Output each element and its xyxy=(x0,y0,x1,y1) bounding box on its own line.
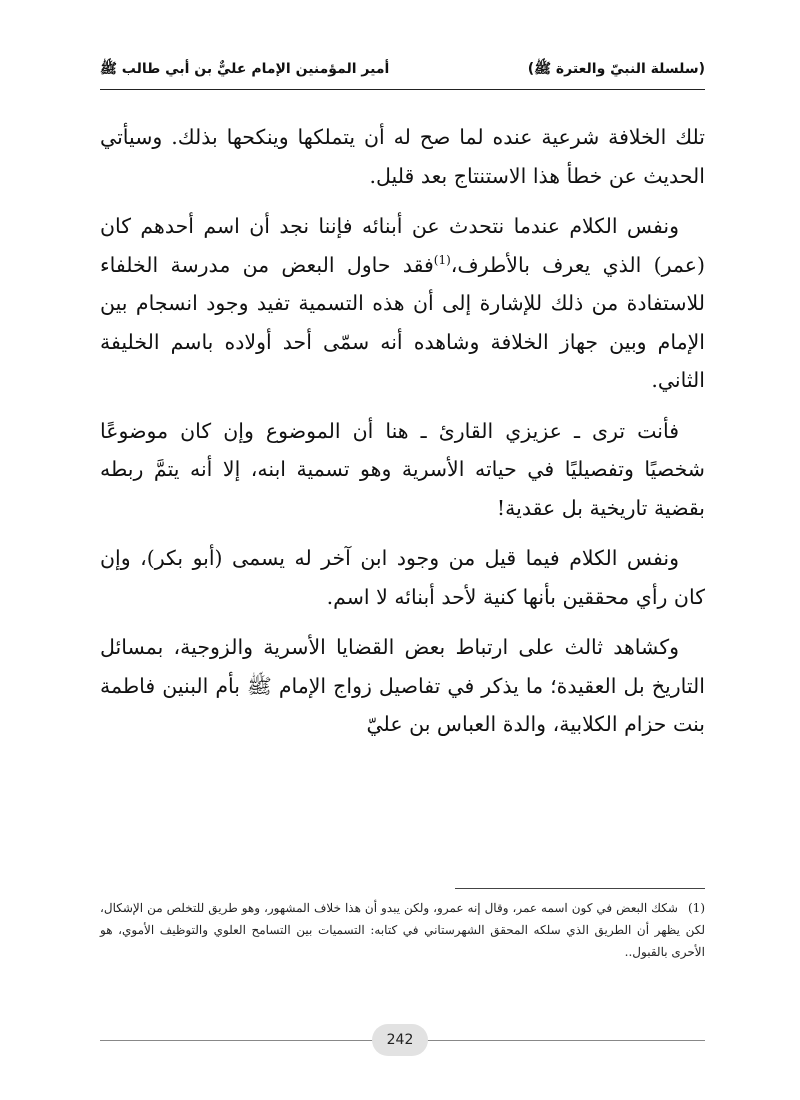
footnote-text: شكك البعض في كون اسمه عمر، وقال إنه عمرو، ولكن يبدو أن هذا خلاف المشهور، وهو طريق للتخلص من الإشكال، لكن يظهر أن الطريق الذي سلكه المحقق الشهرستاني في كتابه: التسميات بين التسامح العلوي والتوظيف الأموي، هو الأحرى بالقبول.. xyxy=(100,901,705,959)
paragraph xyxy=(100,207,705,400)
paragraph: ونفس الكلام فيما قيل من وجود ابن آخر له يسمى (أبو بكر)، وإن كان رأي محققين بأنها كنية لأحد أبنائه لا اسم. xyxy=(100,546,705,609)
paragraph: وكشاهد ثالث على ارتباط بعض القضايا الأسرية والزوجية، بمسائل التاريخ بل العقيدة؛ ما يذكر في تفاصيل زواج الإمام ﷺ بأم البنين فاطمة بنت حزام الكلابية، والدة العباس بن عليّ xyxy=(100,635,705,736)
header-divider xyxy=(100,89,705,90)
paragraph-text: فقد حاول البعض من مدرسة الخلفاء للاستفادة من ذلك للإشارة إلى أن هذه التسمية تفيد وجود انسجام بين الإمام وبين جهاز الخلافة وشاهده أنه سمّى أحد أولاده باسم الخليفة الثاني. xyxy=(100,252,705,392)
footnote-divider xyxy=(455,888,705,889)
paragraph: فأنت ترى ـ عزيزي القارئ ـ هنا أن الموضوع وإن كان موضوعًا شخصيًا وتفصيليًا في حياته الأسرية وهو تسمية ابنه، إلا أنه يتمَّ ربطه بقضية تاريخية بل عقدية! xyxy=(100,418,705,520)
paragraph: تلك الخلافة شرعية عنده لما صح له أن يتملكها وينكحها بذلك. وسيأتي الحديث عن خطأ هذا الاستنتاج بعد قليل. xyxy=(100,125,705,188)
series-title: (سلسلة النبيّ والعترة ﷺ) xyxy=(527,61,705,77)
footnote-reference[interactable]: (1) xyxy=(433,252,451,267)
running-header xyxy=(100,56,705,92)
main-text xyxy=(100,118,705,756)
footnote xyxy=(100,897,705,963)
paragraph-text: ونفس الكلام عندما نتحدث عن أبنائه فإننا نجد أن اسم أحدهم كان (عمر) الذي يعرف بالأطرف، xyxy=(100,214,706,277)
book-title: أمير المؤمنين الإمام عليٌّ بن أبي طالب ﷺ xyxy=(100,61,390,77)
footnote-number: (1) xyxy=(687,901,705,915)
page-number: 242 xyxy=(372,1024,428,1056)
